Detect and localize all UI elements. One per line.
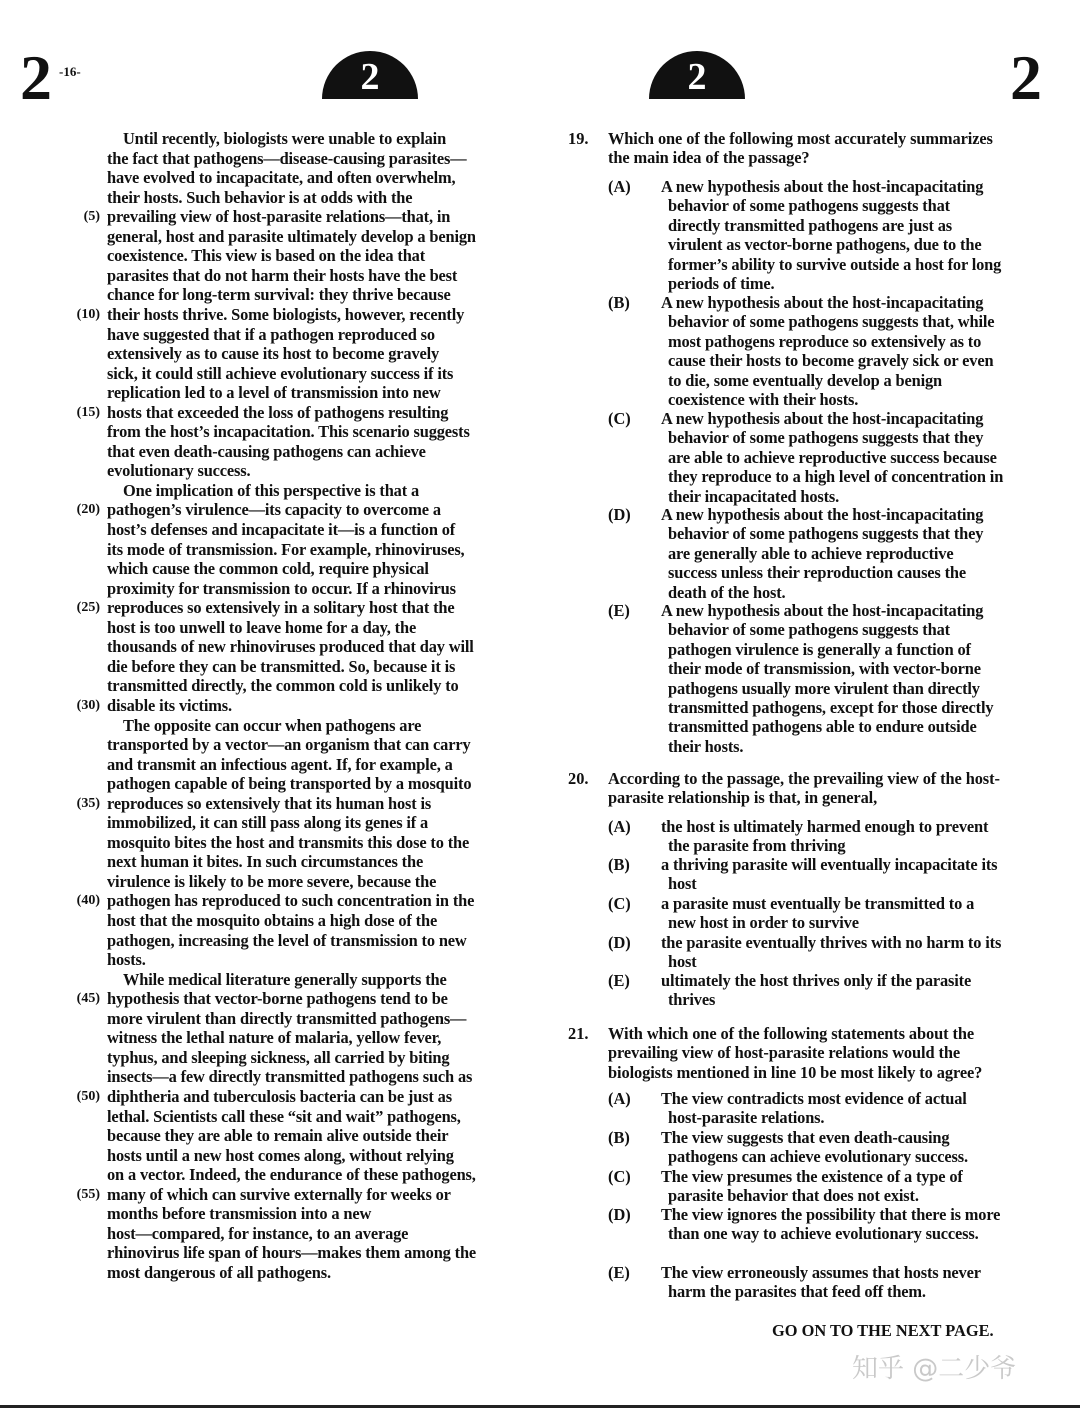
passage-line: more virulent than directly transmitted pathogens—: [107, 1008, 467, 1028]
passage-line: host is too unwell to leave home for a day, the: [107, 617, 417, 637]
passage-line: hosts until a new host comes along, without relying: [107, 1145, 454, 1165]
option-text: The view presumes the existence of a type of parasite behavior that does not exist.: [661, 1167, 963, 1206]
option-text: a parasite must eventually be transmitted to a new host in order to survive: [661, 894, 975, 933]
passage-line: because they are able to remain alive outside their: [107, 1126, 449, 1146]
option-letter: (B): [608, 855, 630, 874]
passage-line: virulence is likely to be more severe, because the: [107, 871, 437, 891]
passage-line: witness the lethal nature of malaria, yellow fever,: [107, 1028, 442, 1048]
passage-line: extensively as to cause its host to become gravely: [107, 344, 440, 364]
passage-line: parasites that do not harm their hosts have the best: [107, 265, 458, 285]
option-text: the parasite eventually thrives with no harm to its host: [661, 933, 1002, 972]
option-letter: (C): [608, 409, 631, 428]
passage-line: lethal. Scientists call these “sit and wait” pathogens,: [107, 1106, 461, 1126]
passage-line: its mode of transmission. For example, rhinoviruses,: [107, 539, 465, 559]
passage-line: rhinovirus life span of hours—makes them among the: [107, 1243, 477, 1263]
option-letter: (B): [608, 293, 630, 312]
line-number: (25): [76, 600, 100, 616]
section-number-right: 2: [1010, 42, 1042, 113]
line-number: (5): [83, 209, 100, 225]
option-text: The view contradicts most evidence of actual host-parasite relations.: [661, 1089, 967, 1128]
passage-line: insects—a few directly transmitted pathogens such as: [107, 1067, 473, 1087]
section-dome-right: 2: [649, 51, 745, 99]
passage-line: that even death-causing pathogens can achieve: [107, 441, 426, 461]
passage-line: prevailing view of host-parasite relations—that, in: [107, 207, 451, 227]
passage-line: replication led to a level of transmission into new: [107, 383, 441, 403]
passage-line: hosts.: [107, 950, 146, 970]
option-letter: (E): [608, 601, 630, 620]
option-letter: (D): [608, 1205, 631, 1224]
passage-line: and transmit an infectious agent. If, for example, a: [107, 754, 453, 774]
line-number: (15): [76, 404, 100, 420]
passage-line: general, host and parasite ultimately develop a benign: [107, 226, 476, 246]
option-text: a thriving parasite will eventually incapacitate its host: [661, 855, 998, 894]
line-number: (55): [76, 1186, 100, 1202]
passage-line: have suggested that if a pathogen reproduced so: [107, 324, 435, 344]
option-letter: (C): [608, 1167, 631, 1186]
passage-line: months before transmission into a new: [107, 1204, 372, 1224]
option-letter: (A): [608, 1089, 631, 1108]
go-on-notice: GO ON TO THE NEXT PAGE.: [772, 1321, 994, 1340]
option-text: the host is ultimately harmed enough to prevent the parasite from thriving: [661, 817, 989, 856]
line-number: (20): [76, 502, 100, 518]
option-text: A new hypothesis about the host-incapacitating behavior of some pathogens suggests that they are able to achieve reproductive success because they reproduce to a high level of concentration in their incapacitated hosts.: [661, 409, 1004, 506]
passage-line: hosts that exceeded the loss of pathogens resulting: [107, 402, 449, 422]
option-letter: (A): [608, 817, 631, 836]
passage-line: die before they can be transmitted. So, because it is: [107, 656, 456, 676]
option-text: The view suggests that even death-causing pathogens can achieve evolutionary success.: [661, 1128, 968, 1167]
passage-line: next human it bites. In such circumstances the: [107, 852, 424, 872]
option-text: A new hypothesis about the host-incapacitating behavior of some pathogens suggests that directly transmitted pathogens are just as virulent as vector-borne pathogens, due to the former’s ability to survive outside a host for long periods of time.: [661, 177, 1002, 294]
passage-line: One implication of this perspective is that a: [123, 480, 420, 500]
bottom-rule: [0, 1405, 1080, 1408]
page-number: -16-: [59, 64, 81, 79]
question-number: 19.: [568, 129, 589, 148]
line-number: (40): [76, 893, 100, 909]
passage-line: evolutionary success.: [107, 461, 251, 481]
passage-line: most dangerous of all pathogens.: [107, 1262, 331, 1282]
section-dome-left: 2: [322, 51, 418, 99]
passage-line: pathogen’s virulence—its capacity to overcome a: [107, 500, 441, 520]
option-letter: (E): [608, 1263, 630, 1282]
option-text: ultimately the host thrives only if the parasite thrives: [661, 971, 972, 1010]
passage-line: chance for long-term survival: they thrive because: [107, 285, 451, 305]
option-letter: (D): [608, 505, 631, 524]
passage-line: thousands of new rhinoviruses produced that day will: [107, 637, 474, 657]
option-letter: (B): [608, 1128, 630, 1147]
question-number: 21.: [568, 1024, 589, 1043]
passage-line: Until recently, biologists were unable to explain: [123, 129, 447, 148]
passage-line: pathogen has reproduced to such concentration in the: [107, 891, 475, 911]
passage-line: immobilized, it can still pass along its genes if a: [107, 813, 429, 833]
option-letter: (E): [608, 971, 630, 990]
line-number: (10): [76, 306, 100, 322]
passage-line: their hosts thrive. Some biologists, however, recently: [107, 304, 465, 324]
passage-line: host—compared, for instance, to an average: [107, 1223, 409, 1243]
watermark: 知乎 @二少爷: [852, 1354, 1017, 1384]
passage-line: host that the mosquito obtains a high dose of the: [107, 911, 438, 930]
question-stem: According to the passage, the prevailing view of the host-parasite relationship is that, in general,: [608, 769, 1000, 808]
question-number: 20.: [568, 769, 589, 788]
line-number: (45): [76, 991, 100, 1007]
passage-line: transmitted directly, the common cold is unlikely to: [107, 676, 459, 696]
passage-line: on a vector. Indeed, the endurance of these pathogens,: [107, 1165, 476, 1185]
passage-line: proximity for transmission to occur. If a rhinovirus: [107, 578, 456, 598]
option-text: A new hypothesis about the host-incapacitating behavior of some pathogens suggests that pathogen virulence is generally a function of their mode of transmission, with vector-borne pathogens usually more virulent than directly transmitted pathogens, except for those directly transmitted pathogens able to endure outside their hosts.: [661, 601, 994, 756]
question-stem: Which one of the following most accurately summarizes the main idea of the passage?: [608, 129, 993, 168]
passage-line: sick, it could still achieve evolutionary success if its: [107, 363, 454, 383]
option-letter: (D): [608, 933, 631, 952]
passage-line: pathogen, increasing the level of transmission to new: [107, 930, 467, 950]
passage-line: host’s defenses and incapacitate it—is a function of: [107, 520, 456, 539]
line-number: (50): [76, 1088, 100, 1104]
option-text: A new hypothesis about the host-incapacitating behavior of some pathogens suggests that they are generally able to achieve reproductive success unless their reproduction causes the death of the host.: [661, 505, 984, 602]
section-number-left: 2: [20, 42, 52, 113]
passage-line: hypothesis that vector-borne pathogens tend to be: [107, 989, 448, 1009]
line-number: (35): [76, 795, 100, 811]
passage-line: coexistence. This view is based on the idea that: [107, 246, 426, 266]
passage-line: have evolved to incapacitate, and often overwhelm,: [107, 168, 456, 188]
passage-line: many of which can survive externally for weeks or: [107, 1184, 451, 1204]
option-letter: (C): [608, 894, 631, 913]
passage-line: While medical literature generally supports the: [123, 969, 447, 989]
passage-line: The opposite can occur when pathogens are: [123, 715, 422, 735]
passage-line: the fact that pathogens—disease-causing parasites—: [107, 148, 467, 168]
passage-line: disable its victims.: [107, 695, 232, 715]
question-stem: With which one of the following statements about the prevailing view of host-parasite relations would the biologists mentioned in line 10 be most likely to agree?: [608, 1024, 983, 1082]
passage-line: diphtheria and tuberculosis bacteria can be just as: [107, 1086, 452, 1106]
passage-line: their hosts. Such behavior is at odds with the: [107, 187, 413, 207]
passage-line: reproduces so extensively that its human host is: [107, 793, 432, 813]
passage-line: typhus, and sleeping sickness, all carried by biting: [107, 1047, 450, 1067]
passage-line: pathogen capable of being transported by a mosquito: [107, 774, 472, 794]
passage-line: from the host’s incapacitation. This scenario suggests: [107, 422, 470, 442]
line-number: (30): [76, 697, 100, 713]
option-text: A new hypothesis about the host-incapacitating behavior of some pathogens suggests that, while most pathogens reproduce so extensively as to cause their hosts to become gravely sick or even to die, some eventually develop a benign coexistence with their hosts.: [661, 293, 995, 410]
passage-line: reproduces so extensively in a solitary host that the: [107, 598, 455, 618]
passage-line: transported by a vector—an organism that can carry: [107, 735, 471, 755]
option-letter: (A): [608, 177, 631, 196]
option-text: The view erroneously assumes that hosts never harm the parasites that feed off them.: [661, 1263, 981, 1302]
option-text: The view ignores the possibility that there is more than one way to achieve evolutionary success.: [661, 1205, 1001, 1244]
passage-line: which cause the common cold, require physical: [107, 559, 429, 579]
passage-line: mosquito bites the host and transmits this dose to the: [107, 832, 470, 852]
